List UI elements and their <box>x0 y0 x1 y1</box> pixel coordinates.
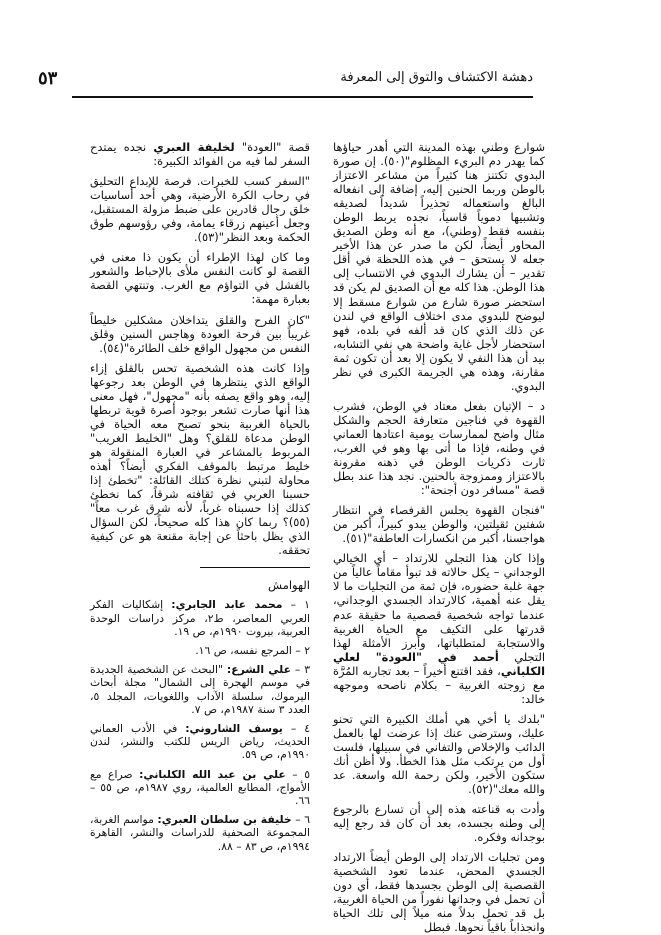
footnote-number: ١ – <box>290 598 310 612</box>
footnote <box>90 722 310 762</box>
footnote <box>90 644 310 657</box>
footnote-text: "البحث عن الشخصية الجديدة في موسم الهجرة إلى الشمال" مجلة أبحاث اليرموك، سلسلة الآداب واللغويات، المجلد ٥، العدد ٣ سنة ١٩٨٧م، ص ٧. <box>90 663 310 716</box>
text-span: وإذا كان هذا التجلي للارتداد – أي الخيالي الوجداني – يكل حالاته قد تبوأ مقاماً عالياً من جهة غلبة حضوره، فإن ثمة من التجليات ما لا يقل عنه أهمية، كالارتداد الجسدي الوجداني، عندما تواجه شخصية قصصية ما حقيقة عدم قدرتها على التكيف مع الحياة الغربية والاستجابة لمتطلباتها، وأبرز الأمثلة لهذا التجلي <box>333 551 545 664</box>
quotation: "السفر كسب للخبرات. فرصة للإبداع التحليق في رحاب الكرة الأرضية، وهي أحد أساسيات خلق رجال قادرين على ضبط مزولة المستقبل، وجعل أعينهم زرقاء يمامة، وفي رؤوسهم طوق الحكمة وبعد النظر"(٥٣). <box>90 174 310 245</box>
footnote-number: ٣ – <box>294 663 310 677</box>
left-text-column <box>90 140 310 875</box>
footnote-author: علي الشرع: <box>226 663 291 677</box>
quotation: "فنجان القهوة يجلس القرفصاء في انتظار شفتين ثقيلتين، والوطن يبدو كبيراً، أكبر من هواجسنا، أكبر من انكسارات العاطفة"(٥١). <box>333 503 545 546</box>
text-span: نجده يمتدح السفر لما فيه من الفوائد الكبيرة: <box>90 140 310 169</box>
footnote-number: ٦ – <box>295 813 310 827</box>
text-span: ، فقد اقتنع أخيراً – بعد تجاربه المُرَّة مع زوجته الغربية – بكلام ناصحه وموجهه خالد: <box>333 663 545 706</box>
footnote <box>90 663 310 716</box>
paragraph <box>333 551 545 706</box>
footnote-author: محمد عابد الجابري: <box>171 598 283 612</box>
header-rule <box>72 96 533 98</box>
footnote <box>90 598 310 638</box>
paragraph: ومن تجليات الارتداد إلى الوطن أيضاً الارتداد الجسدي المحض، عندما تعود الشخصية القصصية إلى الوطن بجسدها فقط، أي دون أن تحمل في وجدانها نفوراً من الحياة الغربية، بل قد تحمل بدلاً منه ميلاً إلى تلك الحياة وانجذاباً باقياً نحوها. فبطل <box>333 850 545 935</box>
footnote <box>90 768 310 808</box>
paragraph: وما كان لهذا الإطراء أن يكون ذا معنى في القصة لو كانت النفس ملأى بالإحباط والشعور بالفشل في التواؤم مع الغرب. وتنتهي القصة بعبارة مهمة: <box>90 250 310 307</box>
quotation: "بلدك يا أخي هي أملك الكبيرة التي تحنو عليك، وسترضى عنك إذا عرضت لها بالعمل الدائب والإخلاص والتفاني في سبيلها، فلست أول من يرتكب مثل هذا الخطأ. ولا أظن أنك ستكون الأخير، ولكن رحمة الله واسعة. عد والله معك"(٥٢). <box>333 711 545 797</box>
footnote-text: في الأدب العماني الحديث، رياض الريس للكتب والنشر، لندن ١٩٩٠م، ص ٥٩. <box>90 721 310 762</box>
footnote-author: علي بن عبد الله الكلباني: <box>139 767 286 781</box>
footnote-number: ٢ – <box>295 643 310 657</box>
footnotes-heading: الهوامش <box>268 578 310 593</box>
footnote-number: ٥ – <box>292 767 310 781</box>
paragraph: شوارع وطني بهذه المدينة التي أهدر حياؤها كما يهدر دم البريء المظلوم"(٥٠). إن صورة البدوي تكتنز هنا كثيراً من مشاعر الاعتزاز بالوطن وربما الحنين إليه، إضافة إلى انفعاله البالغ واستعماله تحذيراً شديداً لصديقه وتشبيها دموياً قاسياً، نجده يربط الوطن بنفسه فقط (وطني)، مع أنه وطن الصديق المحاور أيضاً، لكن ما صدر عن هذا الأخير جعله لا يستحق – في هذه اللحظة في أقل تقدير – أن يشارك البدوي في الانتساب إلى هذا الوطن. هذا كله مع أن الصديق لم يكن قد استحضر صورة شارع من شوارع مسقط إلا ليوضح للبدوي مدى اختلاف الواقع في لندن عن ذلك الذي كان قد ألفه في بلده، فهو استحضار لأجل غاية واضحة هي نفي التشابه، بيد أن هذا النفي لا يكون إلا بعد أن تكون ثمة مقارنة، وهذه هي الجريمة الكبرى في نظر البدوي. <box>333 140 545 393</box>
footnote-text: صراع مع الأمواج، المطابع العالمية، روي ١٩٨٧م، ص ٥٥ – ٦٦. <box>90 767 311 807</box>
paragraph: وإذا كانت هذه الشخصية تحس بالقلق إزاء الواقع الذي ينتظرها في الوطن بعد رجوعها إليه، وهو واقع يصفه بأنه "مجهول"، فهل معنى هذا أنها صارت تشعر بوجود أصرة قوية تربطها بالحياة الغربية بنحو تصبح معه الحياة في الوطن مدعاة للقلق؟ وهل "الخليط الغريب" المربوط بالمشاعر في العبارة المنقولة هو خليط مرتبط بالموقف الفكري أيضاً؟ أهذه محاولة لتبني نظرة كتلك القائلة: "تخطئ إذا حسبنا العربي في ثقافته شرقاً، كما نخطئ كذلك إذا حسبناه غرباً، لأنه شرق غرب معاً"(٥٥)؟ ربما كان هذا كله صحيحاً، لكن السؤال الذي يظل باحثاً عن إجابة مقنعة هو عن كيفية تحققه. <box>90 360 310 558</box>
bold-reference: أحمد في "العودة" لعلي الكلباني <box>333 649 545 678</box>
text-span: قصة "العودة" <box>241 140 310 154</box>
paragraph: وأدت به قناعته هذه إلى أن تسارع بالرجوع إلى وطنه بجسده، بعد أن كان قد رجع إليه بوجدانه وفكره. <box>333 802 545 845</box>
page-number: ٥٣ <box>38 68 58 89</box>
footnote-author: يوسف الشاروني: <box>185 721 283 735</box>
footnote-text: المرجع نفسه، ص ١٦. <box>195 643 292 657</box>
footnote-text: إشكاليات الفكر العربي المعاصر، ط٢، مركز دراسات الوحدة العربية، بيروت ١٩٩٠م، ص ١٩. <box>90 598 310 638</box>
footnote-author: خليفة بن سلطان العبري: <box>157 813 292 827</box>
paragraph <box>90 140 310 168</box>
running-title: دهشة الاكتشاف والتوق إلى المعرفة <box>340 70 533 85</box>
bold-reference: لخليفة العبري <box>153 140 235 154</box>
quotation: "كان الفرح والقلق يتداخلان مشكلين خليطاً غريباً بين فرحة العودة وهاجس السنين وقلق النفس من مجهول الواقع خلف الطائرة"(٥٤). <box>90 312 310 355</box>
right-text-column <box>333 140 545 935</box>
footnote <box>90 813 310 853</box>
footnote-number: ٤ – <box>290 721 310 735</box>
footnote-text: مواسم الغربة، المجموعة الصحفية للدراسات والنشر، القاهرة ١٩٩٤م، ص ٨٣ – ٨٨. <box>90 813 310 853</box>
footnote-divider <box>200 567 310 568</box>
paragraph: د – الإتيان بفعل معتاد في الوطن، فشرب القهوة في فناجين متعارفة الحجم والشكل مثال واضح لممارسات يومية اعتادها العماني في وطنه، فإذا ما أتى بها وهو في الغرب، ثارت ذكريات الوطن في ذهنه مقرونة بالاعتزاز وممزوجة بالحنين. نجد هذا عند بطل قصة "مسافر دون أجنحة": <box>333 398 545 498</box>
